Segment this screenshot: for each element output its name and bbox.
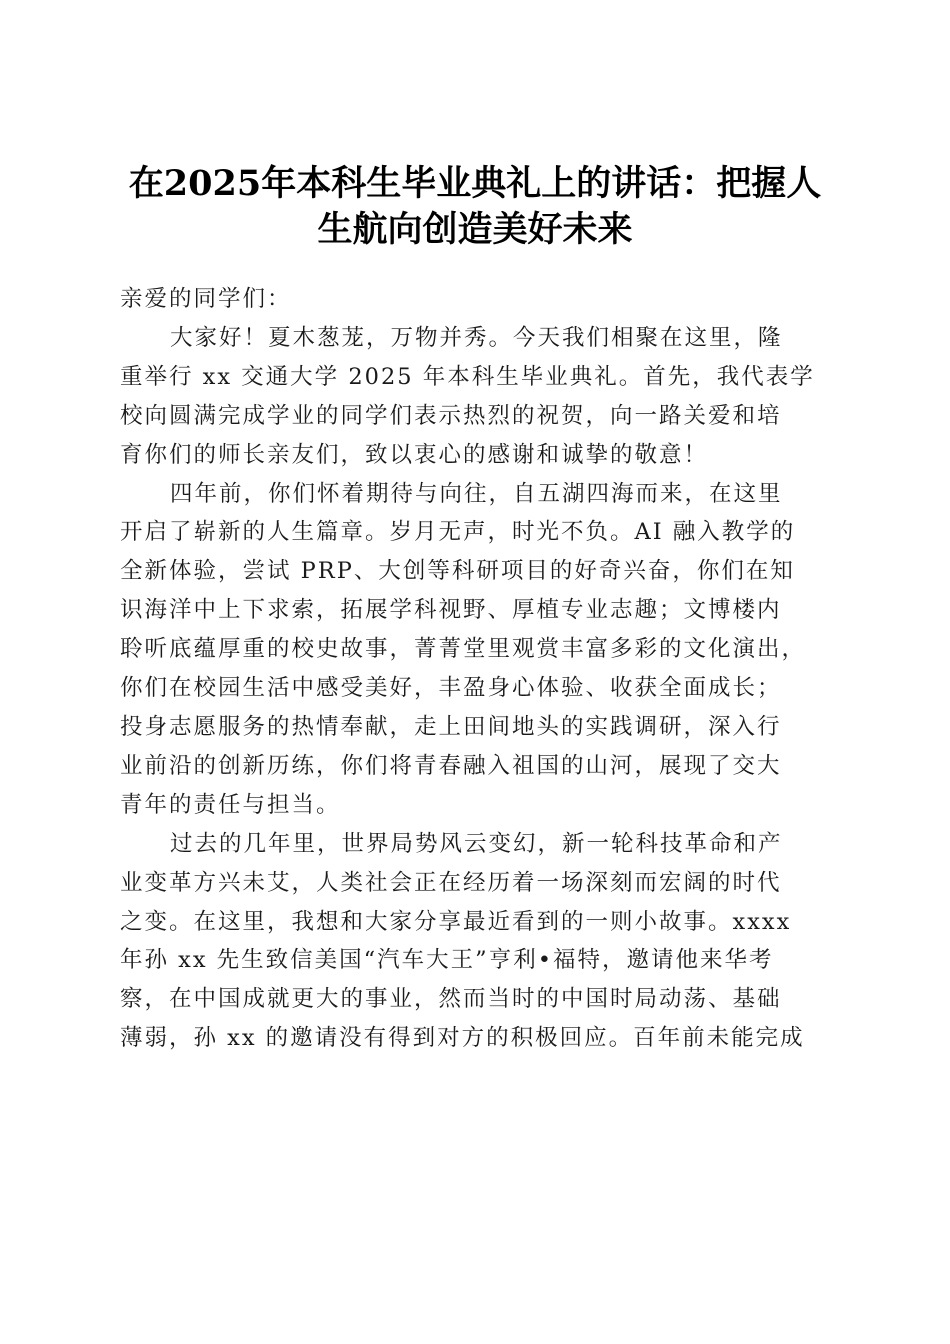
title-line-2: 生航向创造美好未来: [317, 209, 633, 251]
body-line: 过去的几年里，世界局势风云变幻，新一轮科技革命和产: [170, 830, 783, 857]
body-line: 你们在校园生活中感受美好，丰盈身心体验、收获全面成长；: [120, 675, 782, 702]
body-line: 育你们的师长亲友们，致以衷心的感谢和诚挚的敬意！: [120, 441, 709, 468]
body-line: 业变革方兴未艾，人类社会正在经历着一场深刻而宏阔的时代: [120, 869, 782, 896]
body-line: 重举行 xx 交通大学 2025 年本科生毕业典礼。首先，我代表学: [120, 363, 815, 390]
body-line: 察，在中国成就更大的事业，然而当时的中国时局动荡、基础: [120, 986, 782, 1013]
body-line: 大家好！夏木葱茏，万物并秀。今天我们相聚在这里，隆: [170, 324, 783, 351]
body-line: 全新体验，尝试 PRP、大创等科研项目的好奇兴奋，你们在知: [120, 558, 795, 585]
body-line: 青年的责任与担当。: [120, 791, 341, 818]
salutation: 亲爱的同学们：: [120, 286, 292, 312]
body-line: 投身志愿服务的热情奉献，走上田间地头的实践调研，深入行: [120, 713, 782, 740]
body-line: 业前沿的创新历练，你们将青春融入祖国的山河，展现了交大: [120, 752, 782, 779]
body-line: 识海洋中上下求索，拓展学科视野、厚植专业志趣；文博楼内: [120, 597, 782, 624]
body-line: 聆听底蕴厚重的校史故事，菁菁堂里观赏丰富多彩的文化演出，: [120, 636, 807, 663]
document-body: [120, 280, 832, 1058]
title-line-1: 在2025年本科生毕业典礼上的讲话：把握人: [128, 163, 822, 205]
body-line: 之变。在这里，我想和大家分享最近看到的一则小故事。xxxx: [120, 908, 792, 935]
document-title: [120, 161, 830, 253]
body-line: 薄弱，孙 xx 的邀请没有得到对方的积极回应。百年前未能完成: [120, 1025, 805, 1052]
body-line: 年孙 xx 先生致信美国“汽车大王”亨利•福特，邀请他来华考: [120, 947, 774, 974]
body-line: 校向圆满完成学业的同学们表示热烈的祝贺，向一路关爱和培: [120, 402, 782, 429]
body-line: 四年前，你们怀着期待与向往，自五湖四海而来，在这里: [170, 480, 783, 507]
body-line: 开启了崭新的人生篇章。岁月无声，时光不负。AI 融入教学的: [120, 519, 796, 546]
